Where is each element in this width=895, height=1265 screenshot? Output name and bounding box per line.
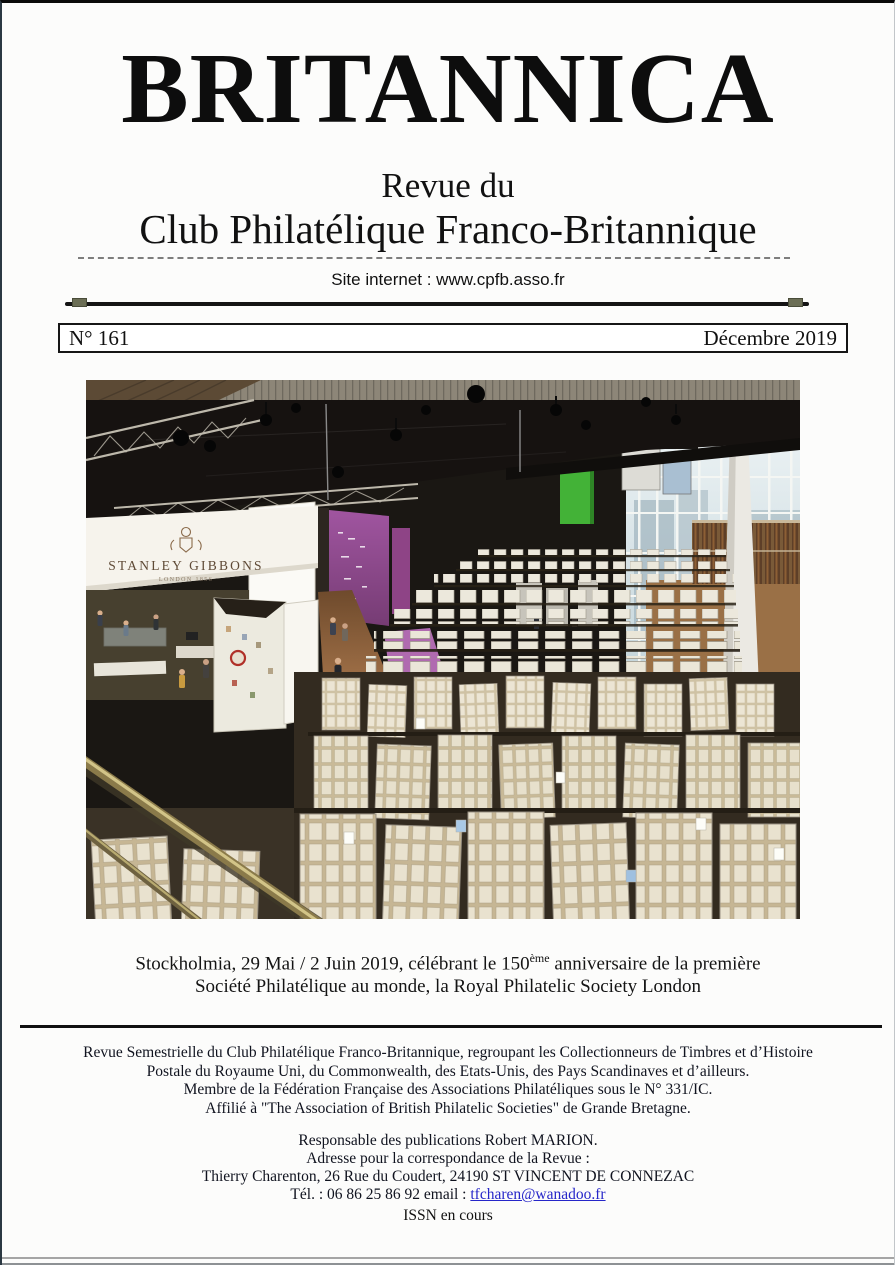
tel-text: Tél. : 06 86 25 86 92 email : [290, 1186, 471, 1203]
divider-endcap-left [72, 298, 87, 307]
website-line: Site internet : www.cpfb.asso.fr [331, 270, 565, 289]
caption-line2: Société Philatélique au monde, la Royal Philatelic Society London [194, 976, 702, 998]
exhibition-hall-illustration [86, 380, 800, 919]
thin-broken-rule [78, 257, 790, 259]
divider-endcap-right [788, 298, 803, 307]
issue-number: N° 161 [69, 325, 130, 350]
about-line: Affilié à "The Association of British Philatelic Societies" de Grande Bretagne. [205, 1099, 691, 1117]
about-line: Revue Semestrielle du Club Philatélique Franco-Britannique, regroupant les Collectionneurs de Timbres et d’Histoire [83, 1044, 813, 1061]
contact-line: Thierry Charenton, 26 Rue du Coudert, 24190 ST VINCENT DE CONNEZAC [201, 1168, 695, 1185]
contact-line: Adresse pour la correspondance de la Revue : [306, 1150, 590, 1167]
banner-title: STANLEY GIBBONS [108, 558, 264, 573]
page-title: BRITANNICA [121, 32, 775, 144]
photo-caption [2, 947, 894, 998]
about-line: Membre de la Fédération Française des Associations Philatéliques sous le N° 331/IC. [183, 1081, 713, 1098]
divider-line [65, 302, 809, 306]
issue-box [58, 323, 848, 353]
contact-block [2, 1132, 894, 1204]
footer-rule [20, 1025, 882, 1028]
issue-date: Décembre 2019 [703, 325, 837, 350]
caption-line1 [2, 947, 894, 975]
subtitle-line1: Revue du [381, 166, 515, 205]
caption-superscript: ème [529, 951, 550, 965]
cover-photo [86, 380, 800, 919]
issn-line: ISSN en cours [403, 1207, 493, 1224]
contact-tel-line [2, 1186, 894, 1204]
bottom-rule [2, 1257, 894, 1259]
contact-line: Responsable des publications Robert MARION. [298, 1132, 598, 1149]
caption-line1-text: Stockholmia, 29 Mai / 2 Juin 2019, célébrant le 150 [135, 953, 530, 975]
email-link[interactable]: tfcharen@wanadoo.fr [470, 1186, 606, 1203]
subtitle-line2: Club Philatélique Franco-Britannique [139, 206, 757, 252]
caption-line1-end: anniversaire de la première [549, 953, 761, 975]
about-line: Postale du Royaume Uni, du Commonwealth, des Etats-Unis, des Pays Scandinaves et d’ailleurs. [146, 1062, 750, 1080]
banner-subtitle: LONDON 1856 [158, 577, 214, 583]
about-block [2, 1044, 894, 1118]
green-wall [560, 466, 594, 524]
